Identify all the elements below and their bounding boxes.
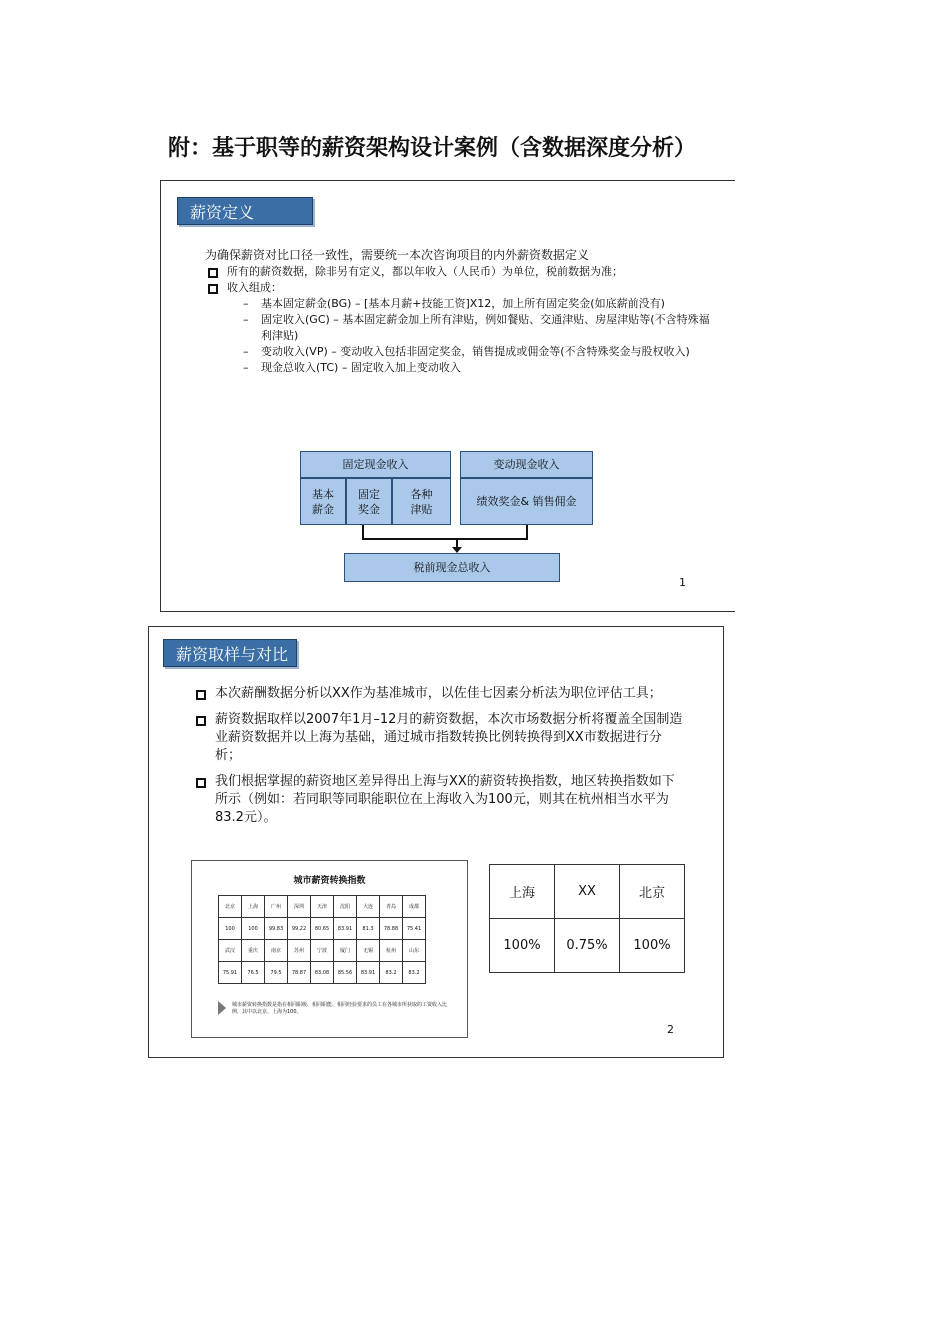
value-cell: 0.75%	[555, 919, 620, 973]
slide-salary-definition	[160, 180, 735, 612]
bullet-item: 所有的薪资数据，除非另有定义，都以年收入（人民币）为单位，税前数据为准；	[205, 264, 715, 280]
city-index-inset	[191, 860, 468, 1038]
intro-line: 为确保薪资对比口径一致性，需要统一本次咨询项目的内外薪资数据定义	[205, 248, 590, 262]
table-cell: 75.91	[219, 962, 242, 984]
table-cell: 上海	[242, 896, 265, 918]
table-cell: 100	[242, 918, 265, 940]
table-cell: 厦门	[334, 940, 357, 962]
table-cell: 81.3	[357, 918, 380, 940]
total-cash-box: 税前现金总收入	[344, 553, 560, 582]
base-salary-box: 基本 薪金	[300, 478, 346, 525]
inset-note: 城市薪资转换指数是指在相同职级、相同职能、相同经验要求的员工在各城市所获取的工资收入比例，其中以北京、上海为100。	[232, 1002, 448, 1015]
document-title: 附：基于职等的薪资架构设计案例（含数据深度分析）	[168, 135, 697, 161]
connector-lines	[161, 181, 735, 611]
table-cell: 沈阳	[334, 896, 357, 918]
table-cell: 北京	[219, 896, 242, 918]
table-cell: 99.83	[265, 918, 288, 940]
table-cell: 76.5	[242, 962, 265, 984]
table-cell: 85.56	[334, 962, 357, 984]
page-number: 2	[667, 1023, 674, 1036]
table-cell: 深圳	[288, 896, 311, 918]
table-cell: 83.2	[403, 962, 426, 984]
slide-salary-sampling	[148, 626, 724, 1058]
fixed-bonus-box: 固定 奖金	[346, 478, 392, 525]
header-cell: XX	[555, 865, 620, 919]
sub-item: – 固定收入(GC) – 基本固定薪金加上所有津贴，例如餐贴、交通津贴、房屋津贴等(不含特殊福利津贴)	[205, 312, 715, 344]
bullet-item: 我们根据掌握的薪资地区差异得出上海与XX的薪资转换指数，地区转换指数如下所示（例如：若同职等同职能职位在上海收入为100元，则其在杭州相当水平为83.2元）。	[193, 773, 683, 827]
sub-item: – 基本固定薪金(BG) – [基本月薪+技能工资]X12，加上所有固定奖金(如底薪前没有)	[205, 296, 715, 312]
page-number: 1	[679, 576, 686, 589]
table-cell: 99.22	[288, 918, 311, 940]
table-cell: 无锡	[357, 940, 380, 962]
table-cell: 79.5	[265, 962, 288, 984]
table-cell: 重庆	[242, 940, 265, 962]
header-cell: 上海	[490, 865, 555, 919]
allowances-box: 各种 津贴	[392, 478, 451, 525]
table-cell: 83.91	[357, 962, 380, 984]
table-cell: 宁波	[311, 940, 334, 962]
fixed-cash-box: 固定现金收入	[300, 451, 451, 478]
sampling-text	[193, 685, 683, 835]
bullet-item: 本次薪酬数据分析以XX作为基准城市，以佐佳七因素分析法为职位评估工具；	[193, 685, 683, 703]
table-row	[219, 896, 426, 918]
table-cell: 青岛	[380, 896, 403, 918]
value-cell: 100%	[490, 919, 555, 973]
table-cell: 大连	[357, 896, 380, 918]
sub-item: – 变动收入(VP) – 变动收入包括非固定奖金，销售提成或佣金等(不含特殊奖金与股权收入)	[205, 344, 715, 360]
table-row	[219, 940, 426, 962]
table-cell: 天津	[311, 896, 334, 918]
table-cell: 83.2	[380, 962, 403, 984]
performance-bonus-box: 绩效奖金& 销售佣金	[460, 478, 593, 525]
city-compare-table	[489, 864, 685, 973]
sub-item: – 现金总收入(TC) – 固定收入加上变动收入	[205, 360, 715, 376]
header-cell: 北京	[620, 865, 685, 919]
slide-header: 薪资定义	[177, 197, 313, 225]
bullet-item: 薪资数据取样以2007年1月–12月的薪资数据，本次市场数据分析将覆盖全国制造业薪资数据并以上海为基础，通过城市指数转换比例转换得到XX市数据进行分析；	[193, 711, 683, 765]
slide-header: 薪资取样与对比	[163, 639, 297, 667]
table-cell: 78.87	[288, 962, 311, 984]
table-cell: 杭州	[380, 940, 403, 962]
table-cell: 武汉	[219, 940, 242, 962]
table-cell: 山东	[403, 940, 426, 962]
triangle-icon	[218, 1001, 226, 1015]
table-cell: 广州	[265, 896, 288, 918]
table-cell: 80.65	[311, 918, 334, 940]
table-cell: 75.41	[403, 918, 426, 940]
table-cell: 成都	[403, 896, 426, 918]
table-cell: 83.08	[311, 962, 334, 984]
table-row	[219, 918, 426, 940]
table-cell: 苏州	[288, 940, 311, 962]
table-cell: 78.88	[380, 918, 403, 940]
value-cell: 100%	[620, 919, 685, 973]
variable-cash-box: 变动现金收入	[460, 451, 593, 478]
table-cell: 83.91	[334, 918, 357, 940]
table-row	[219, 962, 426, 984]
table-row	[490, 865, 685, 919]
table-row	[490, 919, 685, 973]
table-cell: 100	[219, 918, 242, 940]
inset-title: 城市薪资转换指数	[293, 876, 366, 886]
bullet-item: 收入组成：	[205, 280, 715, 296]
city-index-table	[218, 895, 426, 984]
table-cell: 南京	[265, 940, 288, 962]
